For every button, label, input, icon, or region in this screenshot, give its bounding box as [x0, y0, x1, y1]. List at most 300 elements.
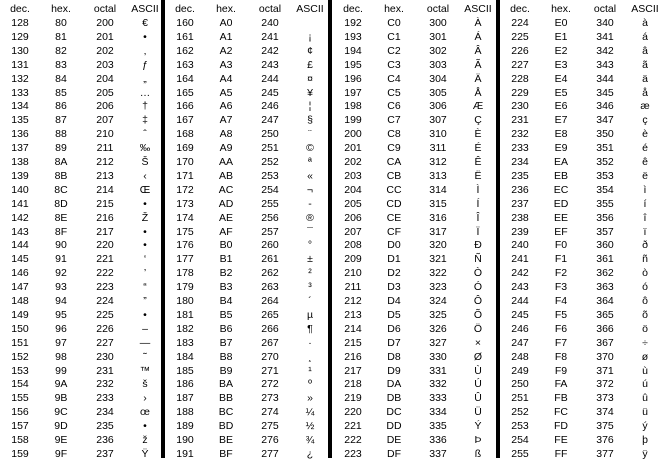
hex-cell: F0 [554, 239, 568, 252]
octal-cell: 301 [429, 30, 447, 43]
header-hex: hex. [384, 3, 404, 15]
octal-cell: 217 [96, 225, 114, 238]
octal-cell: 210 [96, 128, 114, 141]
hex-cell: EC [553, 183, 569, 196]
octal-cell: 272 [261, 378, 279, 391]
table-row [0, 16, 160, 30]
dec-cell: 222 [344, 434, 362, 446]
code-block-2 [165, 0, 327, 464]
table-row [0, 405, 160, 419]
header-octal: octal [93, 3, 117, 15]
table-row [500, 391, 661, 405]
dec-cell: 151 [11, 336, 29, 349]
octal-cell: 276 [261, 434, 279, 446]
ascii-cell: … [139, 86, 151, 99]
dec-cell: 247 [511, 336, 529, 349]
ascii-cell: Ó [473, 281, 483, 294]
hex-cell: C9 [387, 142, 401, 155]
ascii-cell: Œ [139, 183, 151, 196]
ascii-cell: ³ [308, 281, 312, 294]
ascii-cell: Ö [473, 322, 483, 335]
table-row [165, 377, 327, 391]
hex-cell: 8F [54, 225, 68, 238]
table-row [333, 86, 495, 100]
hex-cell: FF [554, 447, 568, 460]
ascii-cell: ÷ [642, 336, 648, 349]
ascii-cell: œ [140, 406, 150, 419]
hex-cell: 95 [55, 308, 67, 321]
dec-cell: 218 [344, 378, 362, 391]
table-row [165, 141, 327, 155]
ascii-cell: ¸ [308, 350, 312, 363]
dec-cell: 245 [511, 308, 529, 321]
table-row [333, 72, 495, 86]
hex-cell: 84 [55, 72, 67, 85]
octal-cell: 340 [596, 17, 614, 29]
ascii-cell: µ [306, 308, 314, 321]
hex-cell: B8 [219, 350, 233, 363]
dec-cell: 241 [511, 253, 529, 266]
ascii-cell: ¹ [308, 364, 312, 377]
table-row [0, 433, 160, 447]
table-row [165, 44, 327, 58]
dec-cell: 251 [511, 392, 529, 405]
ascii-cell: - [308, 197, 312, 210]
hex-cell: C7 [387, 114, 401, 127]
ascii-cell: † [142, 100, 148, 113]
octal-cell: 364 [596, 295, 614, 307]
dec-cell: 205 [344, 197, 362, 210]
octal-cell: 223 [96, 281, 114, 294]
hex-cell: AD [218, 197, 234, 210]
dec-cell: 207 [344, 225, 362, 238]
ascii-cell: û [642, 392, 648, 405]
dec-cell: 190 [176, 434, 194, 446]
octal-cell: 315 [429, 197, 447, 210]
table-row [500, 322, 661, 336]
octal-cell: 357 [596, 225, 614, 238]
octal-cell: 355 [596, 197, 614, 210]
dec-cell: 209 [344, 253, 362, 266]
octal-cell: 330 [429, 350, 447, 363]
table-row [500, 197, 661, 211]
octal-cell: 267 [261, 336, 279, 349]
header-ascii: ASCII [296, 3, 324, 15]
octal-cell: 333 [429, 392, 447, 405]
ascii-cell: ú [642, 378, 648, 391]
table-row [500, 280, 661, 294]
header-row [165, 2, 327, 16]
hex-cell: 98 [55, 350, 67, 363]
table-row [165, 169, 327, 183]
ascii-cell: ² [308, 267, 312, 280]
table-row [165, 350, 327, 364]
dec-cell: 214 [344, 322, 362, 335]
table-row [0, 447, 160, 461]
header-octal: octal [258, 3, 282, 15]
table-row [165, 294, 327, 308]
octal-cell: 236 [96, 434, 114, 446]
octal-cell: 327 [429, 336, 447, 349]
hex-cell: B0 [219, 239, 233, 252]
ascii-cell: Ë [474, 169, 482, 182]
table-row [333, 364, 495, 378]
hex-cell: D2 [387, 267, 401, 280]
table-row [333, 391, 495, 405]
octal-cell: 243 [261, 58, 279, 71]
dec-cell: 157 [11, 420, 29, 433]
dec-cell: 132 [11, 72, 29, 85]
ascii-cell: ‡ [142, 114, 148, 127]
table-row [333, 252, 495, 266]
hex-cell: DC [386, 406, 402, 419]
table-row [0, 252, 160, 266]
hex-cell: A0 [219, 17, 233, 29]
ascii-cell: Ã [474, 58, 482, 71]
ascii-cell: ž [142, 434, 148, 446]
dec-cell: 235 [511, 169, 529, 182]
ascii-cell: ý [642, 420, 648, 433]
table-row [333, 336, 495, 350]
octal-cell: 300 [429, 17, 447, 29]
ascii-cell: î [643, 211, 647, 224]
table-row [333, 447, 495, 461]
hex-cell: EB [553, 169, 568, 182]
table-row [500, 238, 661, 252]
dec-cell: 145 [11, 253, 29, 266]
ascii-cell: ˜ [143, 350, 147, 363]
table-row [0, 72, 160, 86]
table-row [165, 364, 327, 378]
dec-cell: 129 [11, 30, 29, 43]
table-row [165, 86, 327, 100]
ascii-cell: Ç [474, 114, 482, 127]
octal-cell: 324 [429, 295, 447, 307]
octal-cell: 360 [596, 239, 614, 252]
ascii-cell: ® [306, 211, 314, 224]
hex-cell: A1 [219, 30, 233, 43]
header-row [500, 2, 661, 16]
hex-cell: BC [218, 406, 234, 419]
hex-cell: CD [386, 197, 402, 210]
header-ascii: ASCII [631, 3, 659, 15]
dec-cell: 156 [11, 406, 29, 419]
header-dec: dec. [510, 3, 530, 15]
octal-cell: 321 [429, 253, 447, 266]
table-row [333, 238, 495, 252]
ascii-cell: £ [307, 58, 313, 71]
header-row [333, 2, 495, 16]
ascii-cell: ” [143, 295, 147, 307]
ascii-cell: ‰ [139, 142, 151, 155]
hex-cell: D8 [387, 350, 401, 363]
octal-cell: 257 [261, 225, 279, 238]
hex-cell: 8A [54, 156, 68, 168]
ascii-cell: ô [642, 295, 648, 307]
hex-cell: C8 [387, 128, 401, 141]
ascii-cell: · [308, 336, 312, 349]
octal-cell: 202 [96, 44, 114, 57]
hex-cell: EF [554, 225, 568, 238]
ascii-cell: Ð [474, 239, 482, 252]
ascii-cell: Ù [474, 364, 482, 377]
octal-cell: 365 [596, 308, 614, 321]
ascii-cell: í [643, 197, 647, 210]
dec-cell: 249 [511, 364, 529, 377]
table-row [165, 30, 327, 44]
ascii-cell: ™ [139, 364, 151, 377]
header-ascii: ASCII [464, 3, 492, 15]
table-row [165, 197, 327, 211]
octal-cell: 215 [96, 197, 114, 210]
table-row [333, 16, 495, 30]
table-row [0, 225, 160, 239]
hex-cell: D3 [387, 281, 401, 294]
dec-cell: 147 [11, 281, 29, 294]
octal-cell: 246 [261, 100, 279, 113]
octal-cell: 366 [596, 322, 614, 335]
hex-cell: 8D [54, 197, 68, 210]
table-row [500, 336, 661, 350]
ascii-cell: Í [476, 197, 480, 210]
hex-cell: 8E [54, 211, 68, 224]
table-row [0, 377, 160, 391]
octal-cell: 241 [261, 30, 279, 43]
table-row [165, 252, 327, 266]
octal-cell: 346 [596, 100, 614, 113]
octal-cell: 347 [596, 114, 614, 127]
octal-cell: 312 [429, 156, 447, 168]
hex-cell: 83 [55, 58, 67, 71]
ascii-cell: • [143, 30, 147, 43]
ascii-cell: Š [141, 156, 149, 168]
dec-cell: 138 [11, 156, 29, 168]
table-row [333, 266, 495, 280]
hex-cell: A6 [219, 100, 233, 113]
octal-cell: 230 [96, 350, 114, 363]
octal-cell: 232 [96, 378, 114, 391]
dec-cell: 200 [344, 128, 362, 141]
dec-cell: 155 [11, 392, 29, 405]
hex-cell: D6 [387, 322, 401, 335]
table-row [333, 30, 495, 44]
ascii-cell: ƒ [142, 58, 148, 71]
hex-cell: 89 [55, 142, 67, 155]
dec-cell: 212 [344, 295, 362, 307]
hex-cell: 93 [55, 281, 67, 294]
hex-cell: C2 [387, 44, 401, 57]
octal-cell: 376 [596, 434, 614, 446]
table-row [0, 141, 160, 155]
ascii-cell: Ì [476, 183, 480, 196]
table-row [333, 294, 495, 308]
table-row [500, 405, 661, 419]
hex-cell: 9F [54, 447, 68, 460]
ascii-cell: Ü [474, 406, 482, 419]
table-row [165, 72, 327, 86]
hex-cell: AB [218, 169, 233, 182]
octal-cell: 314 [429, 183, 447, 196]
ascii-cell: Ñ [474, 253, 482, 266]
octal-cell: 271 [261, 364, 279, 377]
hex-cell: 96 [55, 322, 67, 335]
octal-cell: 240 [261, 17, 279, 29]
table-row [500, 58, 661, 72]
dec-cell: 134 [11, 100, 29, 113]
table-row [0, 183, 160, 197]
table-row [333, 58, 495, 72]
ascii-cell: ñ [642, 253, 648, 266]
table-row [165, 447, 327, 461]
ascii-cell: – [142, 322, 148, 335]
ascii-cell: ü [642, 406, 648, 419]
header-row [0, 2, 160, 16]
table-row [0, 197, 160, 211]
ascii-cell: Ò [473, 267, 483, 280]
hex-cell: B2 [219, 267, 233, 280]
ascii-cell: º [308, 378, 312, 391]
dec-cell: 175 [176, 225, 194, 238]
ascii-cell: ’ [143, 267, 147, 280]
dec-cell: 226 [511, 44, 529, 57]
table-row [0, 127, 160, 141]
dec-cell: 244 [511, 295, 529, 307]
hex-cell: D7 [387, 336, 401, 349]
dec-cell: 254 [511, 434, 529, 446]
dec-cell: 231 [511, 114, 529, 127]
dec-cell: 154 [11, 378, 29, 391]
dec-cell: 172 [176, 183, 194, 196]
octal-cell: 237 [96, 447, 114, 460]
dec-cell: 173 [176, 197, 194, 210]
octal-cell: 352 [596, 156, 614, 168]
dec-cell: 186 [176, 378, 194, 391]
table-row [333, 183, 495, 197]
ascii-cell: ¥ [307, 86, 313, 99]
ascii-cell: × [474, 336, 482, 349]
dec-cell: 250 [511, 378, 529, 391]
octal-cell: 225 [96, 308, 114, 321]
ascii-cell: Ï [476, 225, 480, 238]
hex-cell: 85 [55, 86, 67, 99]
dec-cell: 133 [11, 86, 29, 99]
dec-cell: 139 [11, 169, 29, 182]
dec-cell: 167 [176, 114, 194, 127]
dec-cell: 148 [11, 295, 29, 307]
hex-cell: ED [553, 197, 569, 210]
table-row [0, 308, 160, 322]
octal-cell: 334 [429, 406, 447, 419]
octal-cell: 244 [261, 72, 279, 85]
hex-cell: CA [386, 156, 402, 168]
ascii-cell: å [642, 86, 648, 99]
hex-cell: 86 [55, 100, 67, 113]
dec-cell: 206 [344, 211, 362, 224]
hex-cell: C3 [387, 58, 401, 71]
hex-cell: A5 [219, 86, 233, 99]
octal-cell: 200 [96, 17, 114, 29]
dec-cell: 160 [176, 17, 194, 29]
hex-cell: AC [218, 183, 234, 196]
octal-cell: 375 [596, 420, 614, 433]
octal-cell: 262 [261, 267, 279, 280]
header-dec: dec. [343, 3, 363, 15]
hex-cell: EE [553, 211, 568, 224]
table-row [333, 322, 495, 336]
hex-cell: D5 [387, 308, 401, 321]
code-block-1 [0, 0, 160, 464]
hex-cell: C6 [387, 100, 401, 113]
hex-cell: 8B [54, 169, 68, 182]
hex-cell: CC [386, 183, 402, 196]
octal-cell: 226 [96, 322, 114, 335]
dec-cell: 242 [511, 267, 529, 280]
ascii-cell: ¡ [308, 30, 312, 43]
dec-cell: 136 [11, 128, 29, 141]
ascii-cell: š [142, 378, 148, 391]
dec-cell: 236 [511, 183, 529, 196]
table-row [333, 141, 495, 155]
octal-cell: 320 [429, 239, 447, 252]
table-row [500, 72, 661, 86]
dec-cell: 211 [344, 281, 362, 294]
ascii-cell: ò [642, 267, 648, 280]
dec-cell: 217 [344, 364, 362, 377]
hex-cell: AA [218, 156, 233, 168]
ascii-cell: « [307, 169, 313, 182]
table-row [165, 113, 327, 127]
ascii-cell: æ [640, 100, 650, 113]
table-row [0, 419, 160, 433]
hex-cell: E3 [554, 58, 568, 71]
table-row [0, 336, 160, 350]
table-row [165, 308, 327, 322]
table-row [333, 419, 495, 433]
table-row [500, 141, 661, 155]
ascii-cell: ó [642, 281, 648, 294]
table-row [500, 211, 661, 225]
hex-cell: DD [386, 420, 402, 433]
hex-cell: CE [386, 211, 402, 224]
hex-cell: C4 [387, 72, 401, 85]
ascii-cell: Â [474, 44, 482, 57]
hex-cell: E6 [554, 100, 568, 113]
dec-cell: 202 [344, 156, 362, 168]
table-row [333, 405, 495, 419]
octal-cell: 361 [596, 253, 614, 266]
table-row [500, 169, 661, 183]
octal-cell: 350 [596, 128, 614, 141]
ascii-cell: „ [143, 72, 147, 85]
hex-cell: F9 [554, 364, 568, 377]
table-row [0, 364, 160, 378]
table-row [0, 30, 160, 44]
ascii-cell: ì [643, 183, 647, 196]
ascii-cell: ç [642, 114, 648, 127]
header-octal: octal [593, 3, 617, 15]
dec-cell: 182 [176, 322, 194, 335]
dec-cell: 171 [176, 169, 194, 182]
ascii-cell: ‹ [143, 169, 147, 182]
hex-cell: 97 [55, 336, 67, 349]
dec-cell: 192 [344, 17, 362, 29]
hex-cell: B6 [219, 322, 233, 335]
dec-cell: 128 [11, 17, 29, 29]
header-dec: dec. [10, 3, 30, 15]
ascii-cell: ª [308, 156, 312, 168]
dec-cell: 208 [344, 239, 362, 252]
hex-cell: 92 [55, 267, 67, 280]
